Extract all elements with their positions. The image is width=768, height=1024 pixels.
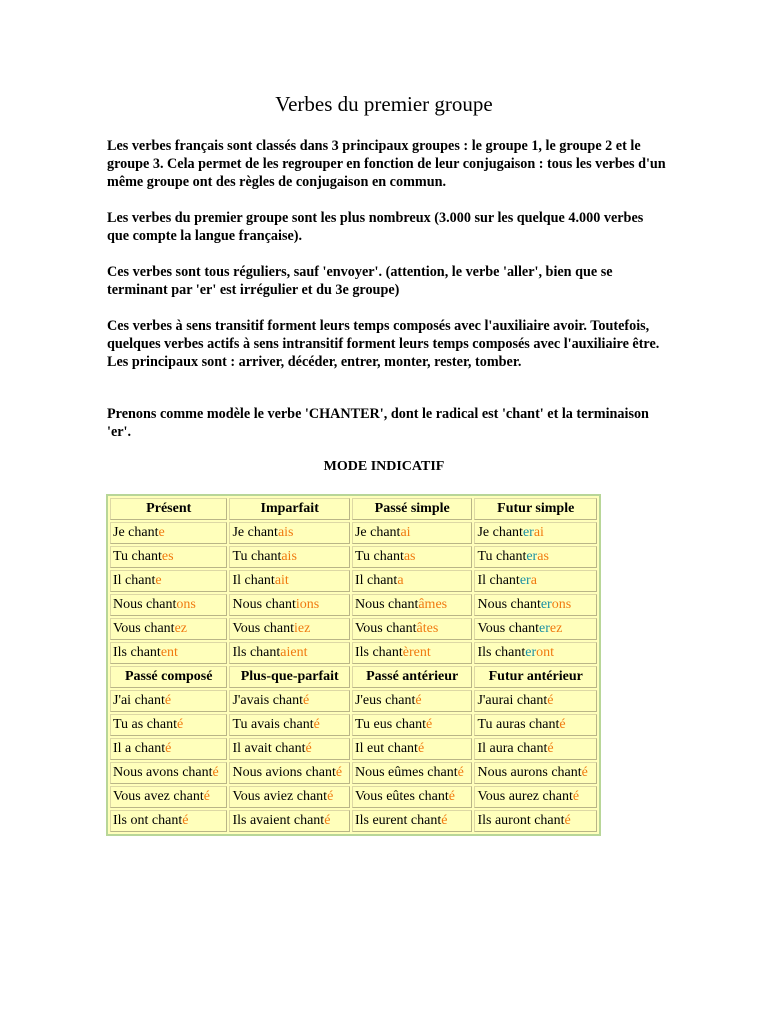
conjugation-cell (474, 522, 597, 544)
table-row (110, 738, 597, 760)
ending-highlight: é (426, 717, 433, 732)
infix-highlight: er (539, 621, 550, 636)
infix-highlight: er (522, 525, 534, 540)
auxiliary-paragraph: Ces verbes à sens transitif forment leurs temps composés avec l'auxiliaire avoir. Toutefois, quelques verbes actifs à sens intransitif forment leurs temps composés avec l'auxiliaire être. Les principaux sont : arriver, décéder, entrer, monter, rester, tomber. (107, 318, 660, 370)
conjugation-cell (352, 642, 473, 664)
simple-tenses-header-row (110, 498, 597, 520)
verb-stem: Nous eûmes chant (354, 765, 458, 780)
ending-highlight: é (441, 813, 448, 828)
verb-stem: Il eut chant (354, 741, 418, 756)
verb-stem: Ils chant (354, 645, 403, 660)
count-paragraph: Les verbes du premier groupe sont les plus nombreux (3.000 sur les quelque 4.000 verbes que compte la langue française). (107, 210, 644, 244)
conjugation-cell (229, 714, 350, 736)
infix-highlight: er (526, 549, 538, 564)
ending-highlight: ez (174, 621, 188, 636)
conjugation-cell (229, 570, 350, 592)
conjugation-cell (474, 714, 597, 736)
ending-highlight: é (177, 717, 184, 732)
verb-stem: Vous aurez chant (477, 789, 573, 804)
ending-highlight: ais (281, 549, 297, 564)
conjugation-cell (352, 786, 473, 808)
conjugation-cell (229, 522, 350, 544)
ending-highlight: ai (533, 525, 544, 540)
conjugation-cell (474, 690, 597, 712)
conjugation-cell (110, 714, 227, 736)
verb-stem: Tu chant (113, 549, 162, 564)
ending-highlight: é (564, 813, 571, 828)
conjugation-cell (474, 642, 597, 664)
conjugation-cell (352, 810, 473, 832)
verb-stem: Tu as chant (113, 717, 178, 732)
ending-highlight: as (403, 549, 416, 564)
ending-highlight: as (537, 549, 549, 564)
infix-highlight: er (525, 645, 537, 660)
verb-stem: Ils auront chant (477, 813, 565, 828)
table-row (110, 690, 597, 712)
ending-highlight: é (547, 693, 554, 708)
tense-header: Futur simple (474, 498, 597, 520)
conjugation-cell (110, 690, 227, 712)
infix-highlight: er (540, 597, 552, 612)
verb-stem: Vous avez chant (113, 789, 204, 804)
verb-stem: Je chant (232, 525, 278, 540)
ending-highlight: ent (160, 645, 178, 660)
infix-highlight: er (519, 573, 531, 588)
ending-highlight: é (547, 741, 554, 756)
ending-highlight: é (164, 693, 172, 708)
conjugation-cell (229, 618, 350, 640)
verb-stem: Je chant (477, 525, 523, 540)
ending-highlight: é (572, 789, 580, 804)
verb-stem: J'ai chant (113, 693, 165, 708)
ending-highlight: aient (280, 645, 308, 660)
ending-highlight: é (581, 765, 588, 780)
conjugation-cell (352, 594, 473, 616)
ending-highlight: a (530, 573, 537, 588)
conjugation-cell (474, 594, 597, 616)
conjugation-cell (110, 642, 227, 664)
conjugation-cell (229, 738, 350, 760)
ending-highlight: ons (551, 597, 572, 612)
conjugation-cell (110, 546, 227, 568)
conjugation-cell (352, 690, 473, 712)
verb-stem: Ils avaient chant (232, 813, 325, 828)
verb-stem: Tu auras chant (477, 717, 560, 732)
ending-highlight: ait (274, 573, 289, 588)
ending-highlight: iez (294, 621, 311, 636)
ending-highlight: é (182, 813, 189, 828)
verb-stem: Nous aurons chant (477, 765, 582, 780)
tense-header: Passé composé (110, 666, 227, 688)
ending-highlight: ont (536, 645, 555, 660)
table-row (110, 546, 597, 568)
conjugation-cell (352, 522, 473, 544)
conjugation-cell (352, 762, 473, 784)
verb-stem: Il chant (232, 573, 275, 588)
ending-highlight: é (203, 789, 210, 804)
verb-stem: Il avait chant (232, 741, 306, 756)
ending-highlight: ions (295, 597, 320, 612)
ending-highlight: es (161, 549, 174, 564)
conjugation-cell (474, 786, 597, 808)
verb-stem: Nous chant (477, 597, 541, 612)
ending-highlight: é (324, 813, 331, 828)
ending-highlight: é (335, 765, 343, 780)
verb-stem: Il a chant (113, 741, 166, 756)
conjugation-cell (352, 738, 473, 760)
conjugation-cell (474, 762, 597, 784)
verb-stem: Vous aviez chant (232, 789, 328, 804)
verb-stem: Vous chant (113, 621, 175, 636)
conjugation-cell (229, 642, 350, 664)
table-row (110, 522, 597, 544)
conjugation-cell (229, 594, 350, 616)
compound-tenses-header-row (110, 666, 597, 688)
conjugation-cell (110, 738, 227, 760)
verb-stem: J'eus chant (354, 693, 416, 708)
ending-highlight: a (397, 573, 404, 588)
verb-stem: Nous chant (232, 597, 296, 612)
conjugation-cell (352, 546, 473, 568)
ending-highlight: é (448, 789, 456, 804)
ending-highlight: é (303, 693, 310, 708)
ending-highlight: âtes (416, 621, 439, 636)
conjugation-cell (352, 570, 473, 592)
ending-highlight: é (212, 765, 219, 780)
ending-highlight: é (313, 717, 320, 732)
table-row (110, 714, 597, 736)
verb-stem: Tu avais chant (232, 717, 314, 732)
ending-highlight: é (165, 741, 172, 756)
conjugation-table (106, 494, 601, 836)
conjugation-cell (110, 810, 227, 832)
tense-header: Passé simple (352, 498, 473, 520)
verb-stem: Il chant (477, 573, 520, 588)
verb-stem: Tu chant (477, 549, 527, 564)
model-verb-paragraph: Prenons comme modèle le verbe 'CHANTER', dont le radical est 'chant' et la terminaison 'er'. (107, 406, 649, 440)
conjugation-cell (229, 762, 350, 784)
conjugation-cell (110, 618, 227, 640)
conjugation-cell (229, 786, 350, 808)
ending-highlight: é (559, 717, 566, 732)
mode-title: MODE INDICATIF (323, 459, 445, 474)
ending-highlight: e (155, 573, 162, 588)
verb-stem: Je chant (354, 525, 401, 540)
verb-stem: Vous eûtes chant (354, 789, 449, 804)
ending-highlight: ais (277, 525, 294, 540)
conjugation-cell (229, 810, 350, 832)
verb-stem: Ils ont chant (113, 813, 183, 828)
verb-stem: Nous chant (354, 597, 419, 612)
verb-stem: Ils chant (477, 645, 526, 660)
verb-stem: Tu eus chant (354, 717, 426, 732)
page-title: Verbes du premier groupe (275, 92, 493, 116)
conjugation-cell (474, 546, 597, 568)
ending-highlight: èrent (402, 645, 431, 660)
ending-highlight: ai (400, 525, 411, 540)
intro-paragraph: Les verbes français sont classés dans 3 principaux groupes : le groupe 1, le groupe 2 et le groupe 3. Cela permet de les regrouper en fonction de leur conjugaison : tous les verbes d'un même groupe ont des règles de conjugaison en commun. (107, 138, 666, 190)
ending-highlight: é (417, 741, 425, 756)
conjugation-cell (229, 690, 350, 712)
verb-stem: Nous chant (113, 597, 177, 612)
table-row (110, 642, 597, 664)
table-row (110, 594, 597, 616)
table-row (110, 570, 597, 592)
table-row (110, 762, 597, 784)
ending-highlight: âmes (418, 597, 448, 612)
conjugation-cell (110, 594, 227, 616)
ending-highlight: e (158, 525, 165, 540)
verb-stem: Je chant (113, 525, 159, 540)
table-row (110, 786, 597, 808)
verb-stem: Nous avons chant (113, 765, 213, 780)
ending-highlight: ons (176, 597, 196, 612)
verb-stem: Il chant (354, 573, 398, 588)
conjugation-cell (352, 618, 473, 640)
conjugation-cell (474, 570, 597, 592)
conjugation-cell (110, 522, 227, 544)
verb-stem: J'aurai chant (477, 693, 548, 708)
verb-stem: Il chant (113, 573, 156, 588)
verb-stem: Ils chant (232, 645, 281, 660)
conjugation-cell (110, 786, 227, 808)
conjugation-cell (474, 618, 597, 640)
verb-stem: Ils eurent chant (354, 813, 442, 828)
table-row (110, 618, 597, 640)
ending-highlight: é (327, 789, 334, 804)
ending-highlight: é (415, 693, 422, 708)
verb-stem: Nous avions chant (232, 765, 336, 780)
conjugation-cell (110, 762, 227, 784)
ending-highlight: ez (549, 621, 563, 636)
verb-stem: J'avais chant (232, 693, 304, 708)
verb-stem: Tu chant (232, 549, 282, 564)
verb-stem: Ils chant (113, 645, 161, 660)
tense-header: Futur antérieur (474, 666, 597, 688)
table-row (110, 810, 597, 832)
conjugation-cell (352, 714, 473, 736)
tense-header: Passé antérieur (352, 666, 473, 688)
verb-stem: Vous chant (232, 621, 295, 636)
conjugation-cell (110, 570, 227, 592)
tense-header: Présent (110, 498, 227, 520)
ending-highlight: é (457, 765, 464, 780)
conjugation-cell (474, 810, 597, 832)
regularity-paragraph: Ces verbes sont tous réguliers, sauf 'envoyer'. (attention, le verbe 'aller', bien que se terminant par 'er' est irrégulier et du 3e groupe) (107, 264, 613, 298)
tense-header: Plus-que-parfait (229, 666, 350, 688)
verb-stem: Tu chant (354, 549, 404, 564)
verb-stem: Il aura chant (477, 741, 548, 756)
verb-stem: Vous chant (354, 621, 417, 636)
conjugation-cell (229, 546, 350, 568)
ending-highlight: é (305, 741, 312, 756)
tense-header: Imparfait (229, 498, 350, 520)
conjugation-cell (474, 738, 597, 760)
verb-stem: Vous chant (477, 621, 540, 636)
